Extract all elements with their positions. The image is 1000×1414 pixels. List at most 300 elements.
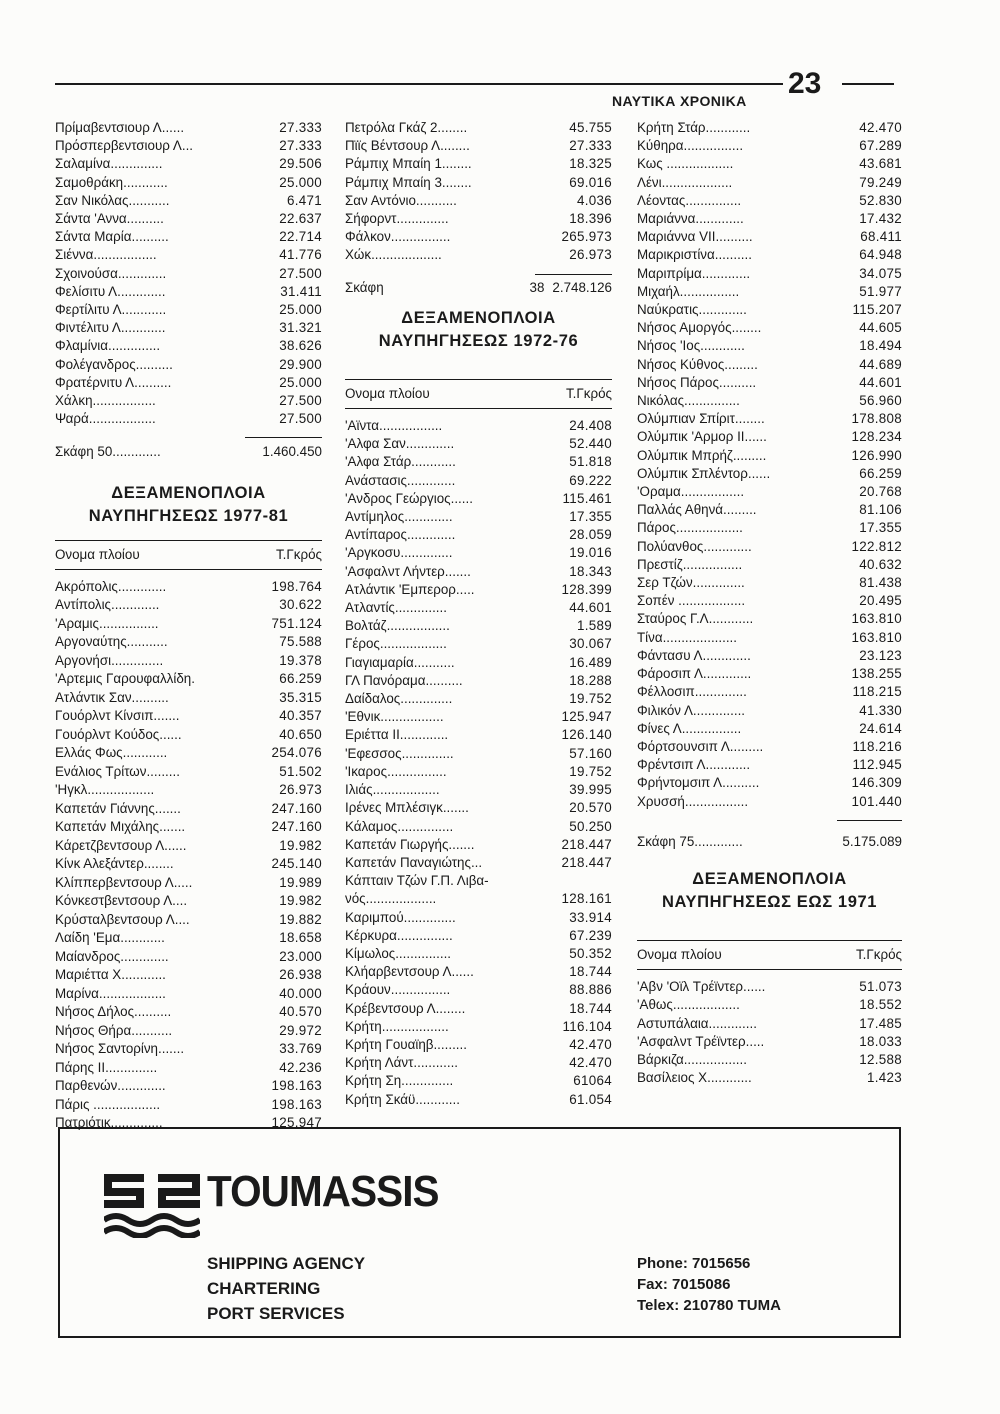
ship-row	[55, 337, 322, 355]
ship-name: Ολύμπικ 'Αρμορ ΙΙ......	[637, 429, 767, 445]
section-title-line-1: ΔΕΞΑΜΕΝΟΠΛΟΙΑ	[401, 308, 556, 327]
ship-row	[637, 702, 902, 720]
ship-row	[637, 428, 902, 446]
ship-name: Ατλαντίς..............	[345, 600, 447, 616]
section-title-line-2: ΝΑΥΠΗΓΗΣΕΩΣ 1977-81	[88, 506, 289, 525]
ship-name: Σαν Αντόνιο...........	[345, 192, 457, 208]
ship-row	[345, 563, 612, 581]
ship-name: Νικόλας...............	[637, 393, 740, 409]
contact-telex: Telex: 210780 TUMA	[637, 1297, 781, 1314]
gross-tonnage: 101.440	[851, 793, 902, 809]
ship-name: 'Αλφα Στάρ............	[345, 454, 456, 470]
ship-row	[345, 174, 612, 192]
ship-row	[637, 337, 902, 355]
ship-name: Αργοναύτης...........	[55, 634, 168, 650]
ship-name: Βολτάζ.................	[345, 618, 450, 634]
section-rule-bottom	[55, 569, 322, 570]
ship-name: Μαρικριστίνα..........	[637, 247, 752, 263]
ship-name: Φρατέρνιτυ Λ..........	[55, 374, 172, 390]
gross-tonnage: 138.255	[851, 666, 902, 682]
ship-row	[637, 174, 902, 192]
gross-tonnage: 50.352	[569, 945, 612, 961]
ship-row	[345, 872, 612, 890]
total-row	[345, 279, 612, 297]
ship-name: Χρυσσή.................	[637, 793, 749, 809]
ship-row	[55, 855, 322, 874]
gross-tonnage: 41.776	[279, 247, 322, 263]
ship-name: Καπετάν Γιάννης.......	[55, 800, 181, 816]
ship-row	[55, 1077, 322, 1096]
ship-name: Βάρκιζα.................	[637, 1051, 747, 1067]
gross-tonnage: 116.104	[562, 1018, 612, 1034]
gross-tonnage: 126.990	[851, 447, 902, 463]
gross-tonnage: 18.552	[859, 997, 902, 1013]
ship-row	[345, 417, 612, 435]
ship-row	[345, 192, 612, 210]
gross-tonnage: 23.123	[859, 647, 902, 663]
ship-name: 'Εθνικ.................	[345, 709, 444, 725]
brand-name: TOUMASSIS	[207, 1167, 439, 1216]
ship-name: Σιέννα.................	[55, 247, 157, 263]
ship-row	[637, 538, 902, 556]
gross-tonnage: 112.945	[852, 757, 902, 773]
gross-tonnage: 22.714	[279, 229, 322, 245]
gross-tonnage: 18.744	[569, 964, 612, 980]
gross-tonnage: 23.000	[279, 948, 322, 964]
gross-tonnage: 66.259	[859, 465, 902, 481]
ship-row	[637, 647, 902, 665]
contact-details	[637, 1253, 781, 1316]
ship-row	[345, 544, 612, 562]
ship-row	[637, 465, 902, 483]
toumassis-advertisement	[58, 1127, 901, 1338]
ship-row	[345, 1072, 612, 1090]
section-title	[345, 307, 612, 353]
page-number: 23	[788, 67, 822, 100]
ship-row	[637, 793, 902, 811]
gross-tonnage: 75.588	[279, 634, 322, 650]
tanker-list-continued	[55, 119, 322, 428]
ship-name: Κράουν................	[345, 982, 451, 998]
ship-name: νός...................	[345, 891, 437, 907]
gross-tonnage: 163.810	[851, 611, 902, 627]
ship-name: Σταύρος Γ.Λ............	[637, 611, 754, 627]
ship-row	[345, 1018, 612, 1036]
ship-name: ΓΛ Πανόραμα..........	[345, 672, 463, 688]
ship-name: Πατριότικ..............	[55, 1115, 163, 1131]
ship-name: Σάντα Μαρία..........	[55, 229, 169, 245]
ship-row	[345, 726, 612, 744]
ship-name: Φερτίλιτυ Λ............	[55, 302, 167, 318]
gross-tonnage: 64.948	[859, 247, 902, 263]
ship-row	[55, 615, 322, 634]
gross-tonnage: 178.808	[851, 411, 902, 427]
gross-tonnage: 218.447	[561, 836, 612, 852]
ship-row	[345, 435, 612, 453]
ship-name: Σχοινούσα.............	[55, 265, 167, 281]
ship-row	[55, 210, 322, 228]
gross-tonnage: 51.073	[859, 979, 902, 995]
ship-row	[345, 228, 612, 246]
ship-name: Φιλικόν Λ..............	[637, 702, 746, 718]
gross-tonnage: 27.333	[569, 138, 612, 154]
gross-tonnage: 19.982	[279, 837, 322, 853]
ship-row	[637, 228, 902, 246]
ship-row	[55, 929, 322, 948]
gross-tonnage: 12.588	[859, 1051, 902, 1067]
ship-name: Γουόρλντ Κίνσιπ.......	[55, 708, 180, 724]
gross-tonnage: 40.357	[279, 708, 322, 724]
column-1	[55, 119, 322, 1133]
column-header-tonnage: Τ.Γκρός	[275, 546, 322, 562]
ship-row	[55, 392, 322, 410]
gross-tonnage: 33.769	[279, 1041, 322, 1057]
ship-row	[55, 174, 322, 192]
gross-tonnage: 18.396	[569, 211, 612, 227]
ship-name: Ψαρά..................	[55, 411, 156, 427]
gross-tonnage: 38.626	[279, 338, 322, 354]
ship-row	[637, 519, 902, 537]
gross-tonnage: 126.140	[561, 727, 612, 743]
ship-row	[345, 1091, 612, 1109]
section-title-line-2: ΝΑΥΠΗΓΗΣΕΩΣ ΕΩΣ 1971	[661, 892, 878, 911]
ship-row	[55, 374, 322, 392]
gross-tonnage: 52.440	[569, 436, 612, 452]
ship-row	[637, 978, 902, 996]
ship-row	[55, 892, 322, 911]
header-rule-left	[55, 83, 783, 85]
ship-name: Ελλάς Φως............	[55, 745, 168, 761]
gross-tonnage: 30.622	[279, 597, 322, 613]
ship-row	[345, 945, 612, 963]
gross-tonnage: 61.054	[569, 1091, 612, 1107]
gross-tonnage: 125.947	[561, 709, 612, 725]
gross-tonnage: 79.249	[859, 174, 902, 190]
ship-row	[55, 763, 322, 782]
ship-row	[345, 909, 612, 927]
ship-row	[345, 599, 612, 617]
ship-name: Χώκ...................	[345, 247, 442, 263]
ship-row	[637, 592, 902, 610]
ship-name: Αντίπαρος.............	[345, 527, 456, 543]
ship-name: 'Ασφαλντ Λήντερ.......	[345, 563, 471, 579]
ship-name: Ολύμπιαν Σπίριτ........	[637, 411, 765, 427]
gross-tonnage: 751.124	[271, 615, 322, 631]
gross-tonnage: 163.810	[851, 629, 902, 645]
ship-name: Μαριάννα VII..........	[637, 229, 753, 245]
ship-name: Κέρκυρα...............	[345, 927, 453, 943]
gross-tonnage: 198.163	[271, 1096, 322, 1112]
ship-list-continued	[345, 119, 612, 265]
ship-row	[55, 155, 322, 173]
gross-tonnage: 125.947	[271, 1115, 322, 1131]
ship-name: Αντίπολις.............	[55, 597, 160, 613]
gross-tonnage: 50.250	[569, 818, 612, 834]
ship-name: Κρέβεντσουρ Λ........	[345, 1000, 466, 1016]
ship-name: Λένι...................	[637, 174, 733, 190]
ship-name: Πάρος..................	[637, 520, 743, 536]
ship-name: Ολύμπικ Μπρήζ.........	[637, 447, 767, 463]
ship-row	[55, 137, 322, 155]
column-header-tonnage: Τ.Γκρός	[855, 946, 902, 962]
contact-fax: Fax: 7015086	[637, 1276, 731, 1293]
ship-row	[55, 707, 322, 726]
ship-row	[55, 633, 322, 652]
ship-row	[55, 781, 322, 800]
tanker-list-1972-76	[345, 417, 612, 1109]
gross-tonnage: 44.689	[859, 356, 902, 372]
ship-name: Κρύσταλβεντσουρ Λ....	[55, 911, 190, 927]
ship-row	[637, 610, 902, 628]
ship-name: 'Αργκοσυ..............	[345, 545, 453, 561]
gross-tonnage: 40.570	[279, 1004, 322, 1020]
gross-tonnage: 81.438	[859, 575, 902, 591]
ship-row	[637, 1015, 902, 1033]
section-title-line-2: ΝΑΥΠΗΓΗΣΕΩΣ 1972-76	[378, 331, 579, 350]
ship-row	[55, 410, 322, 428]
ship-row	[55, 837, 322, 856]
ship-row	[637, 556, 902, 574]
gross-tonnage: 27.500	[279, 265, 322, 281]
ship-row	[345, 781, 612, 799]
total-value: 5.175.089	[842, 833, 902, 849]
gross-tonnage: 1.589	[576, 618, 612, 634]
ship-name: 'Αρτεμις Γαρουφαλλίδη.	[55, 671, 195, 687]
gross-tonnage: 57.160	[569, 745, 612, 761]
ship-name: 'Αραμις................	[55, 615, 159, 631]
gross-tonnage: 29.900	[279, 356, 322, 372]
ship-row	[55, 1003, 322, 1022]
ship-name: Πρίμαβεντσιουρ Λ......	[55, 120, 185, 135]
ship-row	[55, 1040, 322, 1059]
total-rule	[837, 820, 902, 821]
ship-name: Νήσος Κύθνος.........	[637, 356, 758, 372]
ship-row	[55, 689, 322, 708]
gross-tonnage: 41.330	[859, 702, 902, 718]
ship-row	[55, 246, 322, 264]
total-label: Σκάφη 50.............	[55, 444, 161, 460]
services-list	[207, 1251, 365, 1326]
gross-tonnage: 19.882	[279, 911, 322, 927]
section-rule-top	[55, 540, 322, 541]
ship-name: Τίνα....................	[637, 629, 737, 645]
ship-name: 'Οραμα.................	[637, 484, 745, 500]
ship-row	[345, 836, 612, 854]
ship-row	[637, 192, 902, 210]
ship-row	[345, 981, 612, 999]
ship-name: Ναύκρατις.............	[637, 302, 747, 318]
gross-tonnage: 19.378	[279, 652, 322, 668]
ship-row	[637, 483, 902, 501]
ship-name: Ανάστασις.............	[345, 472, 456, 488]
ship-row	[637, 683, 902, 701]
ship-name: Μαριέττα Χ............	[55, 967, 166, 983]
column-header	[345, 385, 612, 403]
ship-name: Παλλάς Αθηνά.........	[637, 502, 757, 518]
section-rule-top	[345, 379, 612, 380]
ship-row	[55, 652, 322, 671]
section-title-line-1: ΔΕΞΑΜΕΝΟΠΛΟΙΑ	[111, 483, 266, 502]
gross-tonnage: 66.259	[279, 671, 322, 687]
ship-name: Φολέγανδρος..........	[55, 356, 173, 372]
gross-tonnage: 29.972	[279, 1022, 322, 1038]
gross-tonnage: 27.333	[279, 138, 322, 154]
ship-name: Μαρίνα..................	[55, 985, 166, 1001]
ship-row	[637, 283, 902, 301]
ship-name: Φιντέλιτυ Λ............	[55, 320, 166, 336]
ship-name: Καριμπού..............	[345, 909, 456, 925]
gross-tonnage: 67.289	[859, 138, 902, 154]
total-rule	[245, 437, 322, 438]
total-rule	[535, 274, 612, 275]
ship-name: Κάρετζβεντσουρ Λ......	[55, 837, 187, 853]
ship-row	[345, 581, 612, 599]
gross-tonnage: 19.989	[279, 874, 322, 890]
gross-tonnage: 247.160	[271, 819, 322, 835]
ship-row	[345, 818, 612, 836]
gross-tonnage: 218.447	[561, 854, 612, 870]
ship-name: Δαίδαλος..............	[345, 691, 453, 707]
gross-tonnage: 118.216	[852, 738, 902, 754]
gross-tonnage: 56.960	[859, 393, 902, 409]
ship-row	[345, 1054, 612, 1072]
ship-name: Κρήτη Γουαϊηβ.........	[345, 1036, 467, 1052]
gross-tonnage: 19.752	[569, 691, 612, 707]
ship-name: Φελίσιτυ Λ.............	[55, 283, 166, 299]
gross-tonnage: 42.236	[279, 1059, 322, 1075]
ship-name: Καπετάν Γιωργής.......	[345, 836, 475, 852]
ship-name: Γουόρλντ Κούδος......	[55, 726, 182, 742]
ship-row	[345, 672, 612, 690]
ship-name: Φρέντσιπ Λ............	[637, 757, 751, 773]
ship-row	[637, 756, 902, 774]
ship-row	[637, 246, 902, 264]
gross-tonnage: 28.059	[569, 527, 612, 543]
gross-tonnage: 44.605	[859, 320, 902, 336]
gross-tonnage: 146.309	[851, 775, 902, 791]
ship-name: Σαλαμίνα..............	[55, 156, 163, 172]
gross-tonnage: 27.500	[279, 393, 322, 409]
gross-tonnage: 26.973	[279, 782, 322, 798]
gross-tonnage: 115.461	[562, 490, 612, 506]
ship-name: Ατλάντικ 'Εμπερορ.....	[345, 581, 475, 597]
ship-name: 'Ανδρος Γεώργιος......	[345, 490, 473, 506]
gross-tonnage: 43.681	[859, 156, 902, 172]
gross-tonnage: 19.982	[279, 893, 322, 909]
ship-name: Μιχαήλ................	[637, 283, 740, 299]
gross-tonnage: 29.506	[279, 156, 322, 172]
ship-name: Κρήτη Στάρ............	[637, 120, 751, 135]
ship-row	[345, 210, 612, 228]
ship-name: Λαίδη 'Εμα............	[55, 930, 165, 946]
gross-tonnage: 25.000	[279, 302, 322, 318]
gross-tonnage: 42.470	[569, 1055, 612, 1071]
gross-tonnage: 254.076	[271, 745, 322, 761]
ship-row	[345, 508, 612, 526]
gross-tonnage: 27.333	[279, 120, 322, 135]
gross-tonnage: 17.432	[859, 211, 902, 227]
ship-name: Κρήτη Λάντ............	[345, 1055, 459, 1071]
ship-name: Σερ Τζών..............	[637, 575, 745, 591]
ship-name: Καπετάν Μιχάλης.......	[55, 819, 186, 835]
gross-tonnage: 18.744	[569, 1000, 612, 1016]
gross-tonnage: 18.325	[569, 156, 612, 172]
ship-name: Κίνκ Αλεξάντερ........	[55, 856, 174, 872]
section-title	[637, 868, 902, 914]
ship-row	[55, 319, 322, 337]
gross-tonnage: 61064	[573, 1073, 612, 1089]
ship-name: Φάροσιπ Λ.............	[637, 666, 752, 682]
ship-row	[55, 985, 322, 1004]
column-header	[637, 946, 902, 964]
ship-row	[55, 911, 322, 930]
gross-tonnage: 265.973	[561, 229, 612, 245]
ship-row	[345, 246, 612, 264]
gross-tonnage: 22.637	[279, 211, 322, 227]
column-3	[637, 119, 902, 1087]
ship-name: 'Αθως..................	[637, 997, 740, 1013]
ship-name: Νήσος 'Ιος............	[637, 338, 745, 354]
ship-name: Κλήαρβεντσουρ Λ......	[345, 964, 474, 980]
gross-tonnage: 18.343	[569, 563, 612, 579]
gross-tonnage: 128.234	[851, 429, 902, 445]
gross-tonnage: 198.764	[271, 578, 322, 594]
ship-name: Αργονήσι..............	[55, 652, 164, 668]
publication-title: ΝΑΥΤΙΚΑ ΧΡΟΝΙΚΑ	[612, 93, 747, 109]
gross-tonnage	[608, 872, 612, 890]
gross-tonnage: 17.485	[859, 1015, 902, 1031]
ship-row	[345, 854, 612, 872]
ship-name: Νήσος Θήρα...........	[55, 1022, 173, 1038]
column-header-name: Ονομα πλοίου	[637, 946, 722, 962]
gross-tonnage: 20.768	[859, 484, 902, 500]
ship-row	[637, 356, 902, 374]
ship-name: Πϊϊς Βέντσουρ Λ........	[345, 138, 470, 154]
ship-name: Κύθηρα................	[637, 138, 744, 154]
ship-name: Φάντασυ Λ.............	[637, 647, 751, 663]
ship-row	[637, 210, 902, 228]
ship-name: Πάρις ..................	[55, 1096, 161, 1112]
ship-row	[637, 301, 902, 319]
column-header-name: Ονομα πλοίου	[345, 385, 430, 401]
ship-name: Φόρτσουνσιπ Λ.........	[637, 738, 764, 754]
ship-name: 'Αϊντα.................	[345, 418, 443, 434]
ship-name: Ενάλιος Τρίτων.........	[55, 763, 180, 779]
total-value: 1.460.450	[262, 444, 322, 460]
gross-tonnage: 1.423	[866, 1070, 902, 1086]
service-shipping-agency: SHIPPING AGENCY	[207, 1254, 366, 1273]
ship-name: Γέρος..................	[345, 636, 447, 652]
ship-row	[55, 596, 322, 615]
gross-tonnage: 33.914	[569, 909, 612, 925]
gross-tonnage: 6.471	[286, 192, 322, 208]
ship-row	[55, 800, 322, 819]
ship-name: 'Ηγκλ..................	[55, 782, 155, 798]
ship-row	[55, 948, 322, 967]
ship-row	[55, 192, 322, 210]
gross-tonnage: 67.239	[569, 927, 612, 943]
ship-name: Ράμπιχ Μπαίη 3........	[345, 174, 472, 190]
header-rule-right	[842, 83, 894, 85]
ship-name: Μαριπρίμα.............	[637, 265, 751, 281]
ship-name: Σαμοθράκη............	[55, 174, 168, 190]
ship-row	[345, 927, 612, 945]
column-header-name: Ονομα πλοίου	[55, 546, 140, 562]
ship-row	[345, 745, 612, 763]
ship-row	[637, 319, 902, 337]
ship-row	[55, 670, 322, 689]
total-count: 38	[529, 279, 545, 295]
